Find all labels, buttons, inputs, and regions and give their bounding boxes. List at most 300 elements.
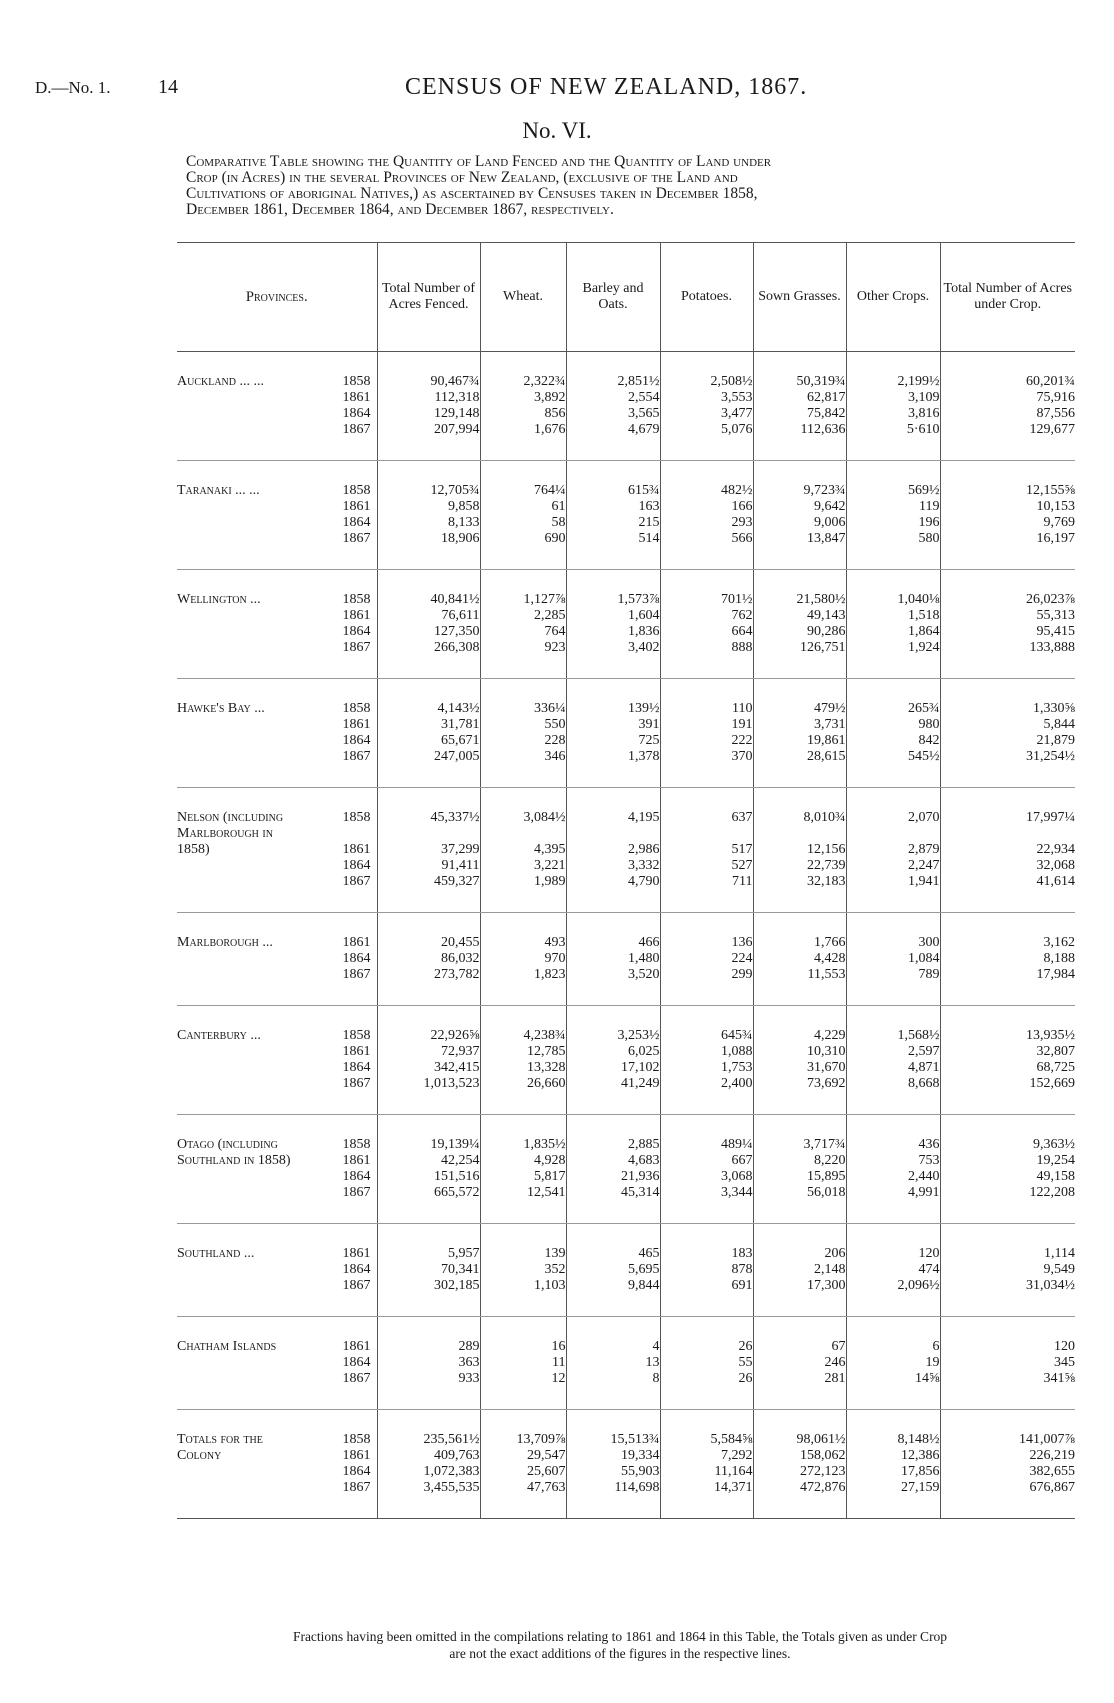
table-cell-value: 8,188 (1043, 951, 1075, 966)
table-cell-value: 235,561½ (423, 1432, 480, 1447)
table-cell-value: 75,842 (807, 406, 846, 421)
table-description (186, 154, 1074, 218)
table-cell-value: 87,556 (1036, 406, 1075, 421)
table-cell-value: 139 (544, 1246, 566, 1261)
cell-wheat (480, 570, 566, 679)
table-cell-value: 4,790 (628, 874, 660, 889)
table-cell-value: 191 (731, 717, 753, 732)
table-cell-value: 22,926⅝ (430, 1028, 480, 1043)
table-cell-value: 90,286 (807, 624, 846, 639)
table-cell-value: 47,763 (527, 1480, 566, 1495)
year-label: 1867 (342, 1371, 371, 1386)
table-cell-value: 474 (918, 1262, 940, 1277)
table-row (177, 1006, 1075, 1115)
table-cell-value: 183 (731, 1246, 753, 1261)
table-cell-value: 3,344 (721, 1185, 753, 1200)
table-cell-value: 701½ (721, 592, 753, 607)
column-header-fenced: Total Number of Acres Fenced. (377, 243, 480, 352)
table-cell-value: 5,584⅝ (710, 1432, 753, 1447)
cell-wheat (480, 788, 566, 913)
column-header-wheat: Wheat. (480, 243, 566, 352)
table-cell-value: 222 (731, 733, 753, 748)
table-cell-value: 1,330⅝ (1033, 701, 1075, 716)
table-cell-value: 970 (544, 951, 566, 966)
table-cell-value: 711 (732, 874, 753, 889)
table-cell-value: 13,935½ (1026, 1028, 1075, 1043)
table-cell-value: 9,006 (814, 515, 846, 530)
table-cell-value: 152,669 (1029, 1076, 1075, 1091)
table-cell-value: 2,554 (628, 390, 660, 405)
table-cell-value: 11 (552, 1355, 566, 1370)
table-cell-value: 5,076 (721, 422, 753, 437)
cell-total (940, 461, 1075, 570)
year-label: 1864 (342, 624, 371, 639)
year-label: 1864 (342, 1169, 371, 1184)
table-cell-value: 9,642 (814, 499, 846, 514)
cell-potatoes (660, 1410, 753, 1519)
table-cell-value: 28,615 (807, 749, 846, 764)
table-cell-value: 1,573⅞ (617, 592, 660, 607)
cell-grasses (753, 679, 846, 788)
cell-fenced (377, 1224, 480, 1317)
table-cell-value: 26,660 (527, 1076, 566, 1091)
cell-potatoes (660, 1224, 753, 1317)
cell-barley (566, 679, 660, 788)
table-cell-value: 15,513¾ (610, 1432, 660, 1447)
table-cell-value: 1,989 (534, 874, 566, 889)
table-cell-value: 32,183 (807, 874, 846, 889)
table-cell-value: 527 (731, 858, 753, 873)
table-cell-value: 112,636 (800, 422, 846, 437)
table-cell-value: 9,549 (1043, 1262, 1075, 1277)
table-cell-value: 129,677 (1029, 422, 1075, 437)
table-cell-value: 17,102 (621, 1060, 660, 1075)
cell-barley (566, 1410, 660, 1519)
cell-other (846, 461, 940, 570)
table-cell-value: 1,835½ (523, 1137, 566, 1152)
description-line: Cultivations of aboriginal Natives,) as ascertained by Censuses taken in December 1858, (186, 185, 758, 202)
table-cell-value: 1,040⅛ (897, 592, 940, 607)
document-reference: D.—No. 1. (35, 78, 111, 97)
cell-other (846, 1006, 940, 1115)
table-cell-value: 3,553 (721, 390, 753, 405)
table-cell-value: 11,553 (807, 967, 846, 982)
cell-fenced (377, 679, 480, 788)
year-label: 1861 (342, 717, 371, 732)
table-cell-value: 9,858 (448, 499, 480, 514)
province-cell (177, 1410, 377, 1519)
province-name-line: Totals for the (177, 1432, 263, 1447)
table-cell-value: 8,668 (908, 1076, 940, 1091)
table-cell-value: 19,139¼ (430, 1137, 480, 1152)
table-cell-value: 151,516 (434, 1169, 480, 1184)
year-label: 1858 (342, 483, 371, 498)
cell-potatoes (660, 788, 753, 913)
table-cell-value: 690 (544, 531, 566, 546)
table-cell-value: 645¾ (721, 1028, 753, 1043)
table-cell-value: 2,096½ (897, 1278, 940, 1293)
cell-grasses (753, 1224, 846, 1317)
description-line: December 1861, December 1864, and December 1867, respectively. (186, 201, 614, 218)
table-cell-value: 2,986 (628, 842, 660, 857)
table-cell-value: 346 (544, 749, 566, 764)
cell-total (940, 352, 1075, 461)
table-cell-value: 19,861 (807, 733, 846, 748)
province-name-line: Wellington ... (177, 592, 261, 607)
table-cell-value: 9,769 (1043, 515, 1075, 530)
cell-total (940, 1224, 1075, 1317)
year-label: 1861 (342, 608, 371, 623)
table-cell-value: 21,879 (1036, 733, 1075, 748)
table-cell-value: 691 (731, 1278, 753, 1293)
table-cell-value: 4,195 (628, 810, 660, 825)
table-row (177, 1115, 1075, 1224)
table-cell-value: 224 (731, 951, 753, 966)
year-label: 1858 (342, 1028, 371, 1043)
year-list (177, 1006, 377, 1114)
table-cell-value: 12,785 (527, 1044, 566, 1059)
cell-grasses (753, 1006, 846, 1115)
column-header-other: Other Crops. (846, 243, 940, 352)
province-name (177, 1028, 347, 1044)
cell-grasses (753, 1317, 846, 1410)
table-cell-value: 120 (918, 1246, 940, 1261)
province-cell (177, 570, 377, 679)
table-cell-value: 17,997¼ (1026, 810, 1075, 825)
cell-wheat (480, 352, 566, 461)
table-cell-value: 762 (731, 608, 753, 623)
cell-wheat (480, 1224, 566, 1317)
cell-barley (566, 1006, 660, 1115)
table-cell-value: 1,823 (534, 967, 566, 982)
table-cell-value: 12,156 (807, 842, 846, 857)
description-line: Comparative Table showing the Quantity of Land Fenced and the Quantity of Land under (186, 153, 772, 170)
cell-potatoes (660, 913, 753, 1006)
table-cell-value: 21,580½ (796, 592, 846, 607)
province-name (177, 1137, 347, 1169)
table-cell-value: 370 (731, 749, 753, 764)
table-cell-value: 76,611 (441, 608, 480, 623)
year-label: 1864 (342, 406, 371, 421)
year-label: 1867 (342, 1278, 371, 1293)
table-cell-value: 789 (918, 967, 940, 982)
table-cell-value: 299 (731, 967, 753, 982)
province-name-line: Marlborough in (177, 826, 273, 841)
table-cell-value: 12,541 (527, 1185, 566, 1200)
table-cell-value: 2,597 (908, 1044, 940, 1059)
table-cell-value: 60,201¾ (1026, 374, 1075, 389)
table-cell-value: 3,402 (628, 640, 660, 655)
table-number: No. VI. (522, 118, 592, 143)
table-cell-value: 196 (918, 515, 940, 530)
table-cell-value: 479½ (814, 701, 846, 716)
table-cell-value: 75,916 (1036, 390, 1075, 405)
year-label: 1858 (342, 592, 371, 607)
table-cell-value: 472,876 (800, 1480, 846, 1495)
cell-fenced (377, 1006, 480, 1115)
province-name (177, 935, 347, 951)
table-cell-value: 65,671 (441, 733, 480, 748)
cell-total (940, 1115, 1075, 1224)
table-cell-value: 55,903 (621, 1464, 660, 1479)
table-cell-value: 120 (1054, 1339, 1075, 1354)
table-cell-value: 70,341 (441, 1262, 480, 1277)
year-label: 1861 (342, 1448, 371, 1463)
table-row (177, 1224, 1075, 1317)
table-cell-value: 5,957 (448, 1246, 480, 1261)
cell-potatoes (660, 570, 753, 679)
table-cell-value: 13,709⅞ (516, 1432, 566, 1447)
cell-fenced (377, 788, 480, 913)
table-cell-value: 352 (544, 1262, 566, 1277)
year-label: 1867 (342, 967, 371, 982)
table-row (177, 1410, 1075, 1519)
table-cell-value: 2,199½ (897, 374, 940, 389)
province-name-line: Southland in 1858) (177, 1153, 291, 1168)
province-cell (177, 679, 377, 788)
table-cell-value: 580 (918, 531, 940, 546)
year-label: 1864 (342, 858, 371, 873)
table-cell-value: 1,941 (908, 874, 940, 889)
table-cell-value: 55 (738, 1355, 753, 1370)
year-label: 1864 (342, 1464, 371, 1479)
province-name (177, 1246, 347, 1262)
table-cell-value: 3,731 (814, 717, 846, 732)
year-list (177, 461, 377, 569)
year-label: 1864 (342, 951, 371, 966)
table-cell-value: 1,127⅞ (523, 592, 566, 607)
province-name-line: Otago (including (177, 1137, 278, 1152)
year-list (177, 1115, 377, 1223)
table-cell-value: 293 (731, 515, 753, 530)
table-cell-value: 5·610 (906, 422, 940, 437)
table-cell-value: 1,676 (534, 422, 566, 437)
table-cell-value: 3,084½ (523, 810, 566, 825)
cell-fenced (377, 1410, 480, 1519)
table-cell-value: 391 (638, 717, 660, 732)
table-cell-value: 158,062 (800, 1448, 846, 1463)
table-cell-value: 246 (824, 1355, 846, 1370)
province-cell (177, 788, 377, 913)
year-list (177, 352, 377, 460)
table-cell-value: 615¾ (628, 483, 660, 498)
table-cell-value: 3,253½ (617, 1028, 660, 1043)
table-cell-value: 32,807 (1036, 1044, 1075, 1059)
table-cell-value: 517 (731, 842, 753, 857)
province-cell (177, 1006, 377, 1115)
table-cell-value: 923 (544, 640, 566, 655)
cell-wheat (480, 1317, 566, 1410)
table-cell-value: 1,604 (628, 608, 660, 623)
table-cell-value: 110 (732, 701, 753, 716)
table-cell-value: 5,817 (534, 1169, 566, 1184)
table-cell-value: 3,332 (628, 858, 660, 873)
table-cell-value: 126,751 (800, 640, 846, 655)
cell-other (846, 913, 940, 1006)
table-cell-value: 1,013,523 (423, 1076, 480, 1091)
table-cell-value: 5,844 (1043, 717, 1075, 732)
table-cell-value: 50,319¾ (796, 374, 846, 389)
table-cell-value: 1,103 (534, 1278, 566, 1293)
province-name-line: Southland ... (177, 1246, 255, 1261)
province-name (177, 592, 347, 608)
table-cell-value: 17,984 (1036, 967, 1075, 982)
year-label: 1861 (342, 1339, 371, 1354)
column-header-provinces: Provinces. (177, 243, 377, 352)
table-cell-value: 9,363½ (1033, 1137, 1075, 1152)
table-cell-value: 91,411 (441, 858, 480, 873)
table-cell-value: 98,061½ (796, 1432, 846, 1447)
cell-other (846, 570, 940, 679)
table-cell-value: 436 (918, 1137, 940, 1152)
cell-grasses (753, 352, 846, 461)
table-cell-value: 73,692 (807, 1076, 846, 1091)
cell-other (846, 1224, 940, 1317)
table-cell-value: 21,936 (621, 1169, 660, 1184)
table-cell-value: 7,292 (721, 1448, 753, 1463)
province-name-line: Colony (177, 1448, 222, 1463)
table-cell-value: 1,836 (628, 624, 660, 639)
year-label: 1858 (342, 701, 371, 716)
table-cell-value: 342,415 (434, 1060, 480, 1075)
table-cell-value: 139½ (628, 701, 660, 716)
table-cell-value: 764 (544, 624, 566, 639)
table-cell-value: 466 (638, 935, 660, 950)
table-cell-value: 45,337½ (430, 810, 480, 825)
table-cell-value: 2,440 (908, 1169, 940, 1184)
cell-barley (566, 913, 660, 1006)
table-cell-value: 2,508½ (710, 374, 753, 389)
table-cell-value: 56,018 (807, 1185, 846, 1200)
cell-barley (566, 788, 660, 913)
table-cell-value: 3,477 (721, 406, 753, 421)
year-label: 1861 (342, 499, 371, 514)
table-cell-value: 90,467¾ (430, 374, 480, 389)
table-cell-value: 25,607 (527, 1464, 566, 1479)
cell-wheat (480, 679, 566, 788)
table-cell-value: 163 (638, 499, 660, 514)
table-cell-value: 49,143 (807, 608, 846, 623)
table-cell-value: 166 (731, 499, 753, 514)
province-name-line: Hawke's Bay ... (177, 701, 265, 716)
table-cell-value: 119 (919, 499, 940, 514)
province-cell (177, 461, 377, 570)
table-header-row (177, 243, 1075, 352)
table-cell-value: 1,753 (721, 1060, 753, 1075)
cell-wheat (480, 913, 566, 1006)
column-header-total: Total Number of Acres under Crop. (940, 243, 1075, 352)
cell-other (846, 352, 940, 461)
year-label: 1867 (342, 531, 371, 546)
table-cell-value: 1,072,383 (423, 1464, 480, 1479)
table-cell-value: 206 (824, 1246, 846, 1261)
table-cell-value: 13 (645, 1355, 660, 1370)
cell-wheat (480, 461, 566, 570)
table-cell-value: 18,906 (441, 531, 480, 546)
cell-total (940, 788, 1075, 913)
table-cell-value: 667 (731, 1153, 753, 1168)
table-cell-value: 95,415 (1036, 624, 1075, 639)
table-cell-value: 363 (458, 1355, 480, 1370)
table-cell-value: 228 (544, 733, 566, 748)
province-cell (177, 352, 377, 461)
table-cell-value: 31,781 (441, 717, 480, 732)
cell-fenced (377, 913, 480, 1006)
year-label: 1867 (342, 422, 371, 437)
table-cell-value: 26,023⅞ (1026, 592, 1075, 607)
year-list (177, 570, 377, 678)
table-cell-value: 26 (738, 1339, 753, 1354)
table-cell-value: 226,219 (1029, 1448, 1075, 1463)
year-label: 1867 (342, 874, 371, 889)
table-cell-value: 37,299 (441, 842, 480, 857)
table-cell-value: 12,386 (901, 1448, 940, 1463)
table-cell-value: 459,327 (434, 874, 480, 889)
cell-total (940, 679, 1075, 788)
table-cell-value: 2,285 (534, 608, 566, 623)
province-name (177, 1432, 347, 1464)
year-label: 1864 (342, 1060, 371, 1075)
table-cell-value: 409,763 (434, 1448, 480, 1463)
table-row (177, 1317, 1075, 1410)
year-label: 1867 (342, 1480, 371, 1495)
table-cell-value: 14,371 (714, 1480, 753, 1495)
table-cell-value: 569½ (908, 483, 940, 498)
cell-total (940, 913, 1075, 1006)
cell-total (940, 1317, 1075, 1410)
table-cell-value: 1,864 (908, 624, 940, 639)
table-cell-value: 4,143½ (437, 701, 480, 716)
table-cell-value: 67 (831, 1339, 846, 1354)
table-row (177, 461, 1075, 570)
table-cell-value: 17,300 (807, 1278, 846, 1293)
table-cell-value: 3,455,535 (423, 1480, 480, 1495)
table-cell-value: 3,892 (534, 390, 566, 405)
cell-other (846, 1317, 940, 1410)
cell-total (940, 570, 1075, 679)
table-cell-value: 2,247 (908, 858, 940, 873)
year-label: 1861 (342, 935, 371, 950)
cell-potatoes (660, 1115, 753, 1224)
year-label: 1858 (342, 810, 371, 825)
table-cell-value: 8,148½ (897, 1432, 940, 1447)
cell-potatoes (660, 461, 753, 570)
page-number: 14 (158, 76, 178, 98)
cell-potatoes (660, 679, 753, 788)
table-cell-value: 41,614 (1036, 874, 1075, 889)
table-cell-value: 8,133 (448, 515, 480, 530)
table-cell-value: 20,455 (441, 935, 480, 950)
table-cell-value: 3,221 (534, 858, 566, 873)
table-cell-value: 550 (544, 717, 566, 732)
table-cell-value: 1,518 (908, 608, 940, 623)
cell-potatoes (660, 1006, 753, 1115)
table-cell-value: 49,158 (1036, 1169, 1075, 1184)
year-list (177, 913, 377, 1005)
table-cell-value: 4,991 (908, 1185, 940, 1200)
table-cell-value: 514 (638, 531, 660, 546)
table-cell-value: 13,847 (807, 531, 846, 546)
cell-other (846, 1115, 940, 1224)
table-cell-value: 40,841½ (430, 592, 480, 607)
table-cell-value: 1,766 (814, 935, 846, 950)
cell-other (846, 679, 940, 788)
table-row (177, 913, 1075, 1006)
table-cell-value: 10,310 (807, 1044, 846, 1059)
table-cell-value: 3,717¾ (803, 1137, 846, 1152)
footnote-line: are not the exact additions of the figures in the respective lines. (449, 1646, 791, 1661)
table-cell-value: 725 (638, 733, 660, 748)
